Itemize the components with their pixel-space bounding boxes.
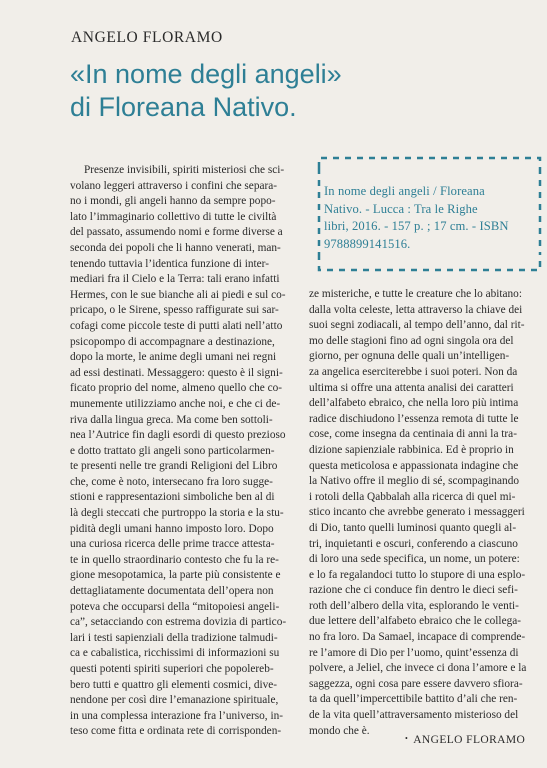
text-line: due lettere dell’alfabeto ebraico che le collega- (309, 615, 522, 628)
text-line: roth dell’albero della vita, esplorando le venti- (309, 599, 519, 612)
title-line-2: di Floreana Nativo. (70, 92, 297, 122)
text-line: mo delle stagioni fino ad ogni singola ora del (309, 334, 514, 347)
text-line: poteva che occuparsi della “mitopoiesi angeli- (70, 600, 280, 613)
text-line: stioni e rappresentazioni simboliche ben al di (70, 491, 275, 504)
text-line: ze misteriche, e tutte le creature che lo abitano: (309, 288, 522, 300)
text-line: là degli steccati che purtroppo la storia e la stu- (70, 507, 284, 520)
text-line: razione che ci conduce fin dentro le dieci sefi- (309, 584, 518, 597)
text-line: dettagliatamente documentata dell’opera non (70, 585, 274, 598)
title-line-1: «In nome degli angeli» (70, 59, 342, 89)
text-line: giorno, per ognuna delle quali un’intelligen- (309, 350, 510, 363)
text-line: nea l’Autrice fin dagli esordi di questo prezioso (70, 429, 286, 442)
text-line: Hermes, con le sue bianche ali ai piedi e sul co- (70, 288, 286, 301)
biblio-line: Nativo. - Lucca : Tra le Righe (324, 201, 478, 216)
text-line: dell’alfabeto ebraico, che nella loro più intima (309, 397, 519, 410)
text-line: questi potenti spiriti superiori che popolereb- (70, 663, 274, 675)
text-line: ca e cabalistica, ricchissimi di informazioni su (70, 647, 280, 660)
text-line: tenendo tuttavia l’identica funzione di inter- (70, 257, 269, 270)
text-line: polvere, a Jeliel, che invece ci dona l’amore e la (309, 662, 527, 675)
text-line: seconda dei popoli che li hanno venerati, man- (70, 241, 281, 254)
text-line: la Nativo offre il meglio di sé, scompaginando (309, 475, 519, 488)
text-line: del passato, assumendo nomi e forme diverse a (70, 226, 283, 239)
text-line: riva dalla lingua greca. Ma come ben sottoli- (70, 413, 273, 426)
text-line: in una complessa interazione fra l’universo, in- (70, 709, 283, 722)
text-line: cofagi come piccole teste di putti alati nell’atto (70, 319, 283, 332)
text-line: lari i testi sapienziali della tradizione talmudi- (70, 631, 278, 644)
text-line: dalla volta celeste, letta attraverso la chiave dei (309, 303, 523, 316)
text-line: de la vita quell’attraversamento misterioso del (309, 709, 519, 722)
text-line: re l’amore di Dio per l’uomo, quint’essenza di (309, 646, 519, 659)
bullet-icon: • (405, 734, 409, 743)
article-column-left (70, 163, 294, 740)
text-line: stico incanto che avrebbe generato i messaggeri (309, 506, 525, 519)
text-line: e dotto trattato gli angeli sono particolarmen- (70, 444, 275, 457)
text-line: che, come è noto, intersecano fra loro sugge- (70, 475, 273, 488)
text-line: saggezza, ogni cosa pare essere davvero sfiora- (309, 677, 523, 690)
text-line: pricapo, o le Sirene, spesso raffigurate sui sar- (70, 304, 279, 317)
text-line: gione mesopotamica, la parte più consistente e (70, 569, 281, 582)
biblio-line: libri, 2016. - 157 p. ; 17 cm. - ISBN (324, 219, 509, 234)
text-line: Presenze invisibili, spiriti misteriosi che sci- (84, 164, 285, 176)
text-line: volano leggeri attraverso i confini che separa- (70, 179, 278, 192)
text-line: mondo che è. (309, 724, 370, 737)
text-line: no i mondi, gli angeli hanno da sempre popo- (70, 195, 276, 208)
text-line: ta da quell’impercettibile battito d’ali che ren- (309, 693, 518, 706)
author-signature (405, 734, 525, 746)
signature-name: ANGELO FLORAMO (413, 734, 526, 746)
text-line: ultima si offre una attenta analisi dei caratteri (309, 381, 514, 394)
text-line: ad essi destinati. Messaggero: questo è il signi- (70, 366, 283, 379)
text-line: teso come fitta e ordinata rete di corrisponden- (70, 725, 282, 738)
article-title (70, 58, 470, 124)
text-line: tri, inquietanti e oscuri, conferendo a ciascuno (309, 537, 518, 550)
bibliographic-box (313, 152, 543, 282)
text-line: te presenti nelle tre grandi Religioni del Libro (70, 460, 278, 473)
text-line: no fra loro. Da Samael, incapace di comprende- (309, 631, 526, 644)
text-line: radice dischiudono l’essenza remota di tutte le (309, 412, 519, 425)
text-line: di loro una sede specifica, un nome, un potere: (309, 553, 520, 566)
text-line: una curiosa ricerca delle prime tracce attesta- (70, 538, 275, 551)
bibliographic-text (324, 183, 536, 253)
text-line: nendone per così dire l’emanazione spirituale, (70, 694, 279, 707)
text-line: cose, come insegna da centinaia di anni la tra- (309, 428, 517, 441)
article-column-right (309, 287, 541, 739)
biblio-line: In nome degli angeli / Floreana (324, 184, 485, 198)
text-line: di Dio, tanto quelli luminosi quanto quegli al- (309, 521, 517, 534)
text-line: lato l’immaginario collettivo di tutte le civiltà (70, 210, 277, 223)
text-line: pidità degli umani hanno imposto loro. Dopo (70, 522, 274, 535)
text-line: munemente utilizziamo anche noi, e che ci de- (70, 397, 281, 410)
text-line: i rotoli della Qabbalah alla ricerca di quel mi- (309, 490, 516, 503)
text-line: dizione sapienziale rabbinica. Ed è proprio in (309, 443, 514, 456)
text-line: za angelica eserciterebbe i suoi poteri. Non da (309, 365, 518, 378)
text-line: e lo fa regalandoci tutto lo stupore di una esplo- (309, 568, 526, 581)
author-header: ANGELO FLORAMO (71, 29, 223, 46)
text-line: suoi segni zodiacali, al tempo dell’anno, dal rit- (309, 319, 525, 332)
text-line: questa meticolosa e appassionata indagine che (309, 459, 519, 472)
text-line: mediari fra il Cielo e la Terra: tali erano infatti (70, 273, 280, 286)
text-line: bero tutti e quattro gli elementi cosmici, dive- (70, 678, 278, 691)
text-line: psicopompo di accompagnare a destinazione, (70, 335, 275, 348)
text-line: dopo la morte, le anime degli umani nei regni (70, 351, 277, 364)
biblio-line: 9788899141516. (324, 236, 411, 251)
text-line: te in quello straordinario contesto che fu la re- (70, 553, 279, 566)
text-line: ficato proprio del nome, almeno quello che co- (70, 382, 283, 395)
text-line: ca”, setacciando con estrema dovizia di partico- (70, 616, 287, 629)
